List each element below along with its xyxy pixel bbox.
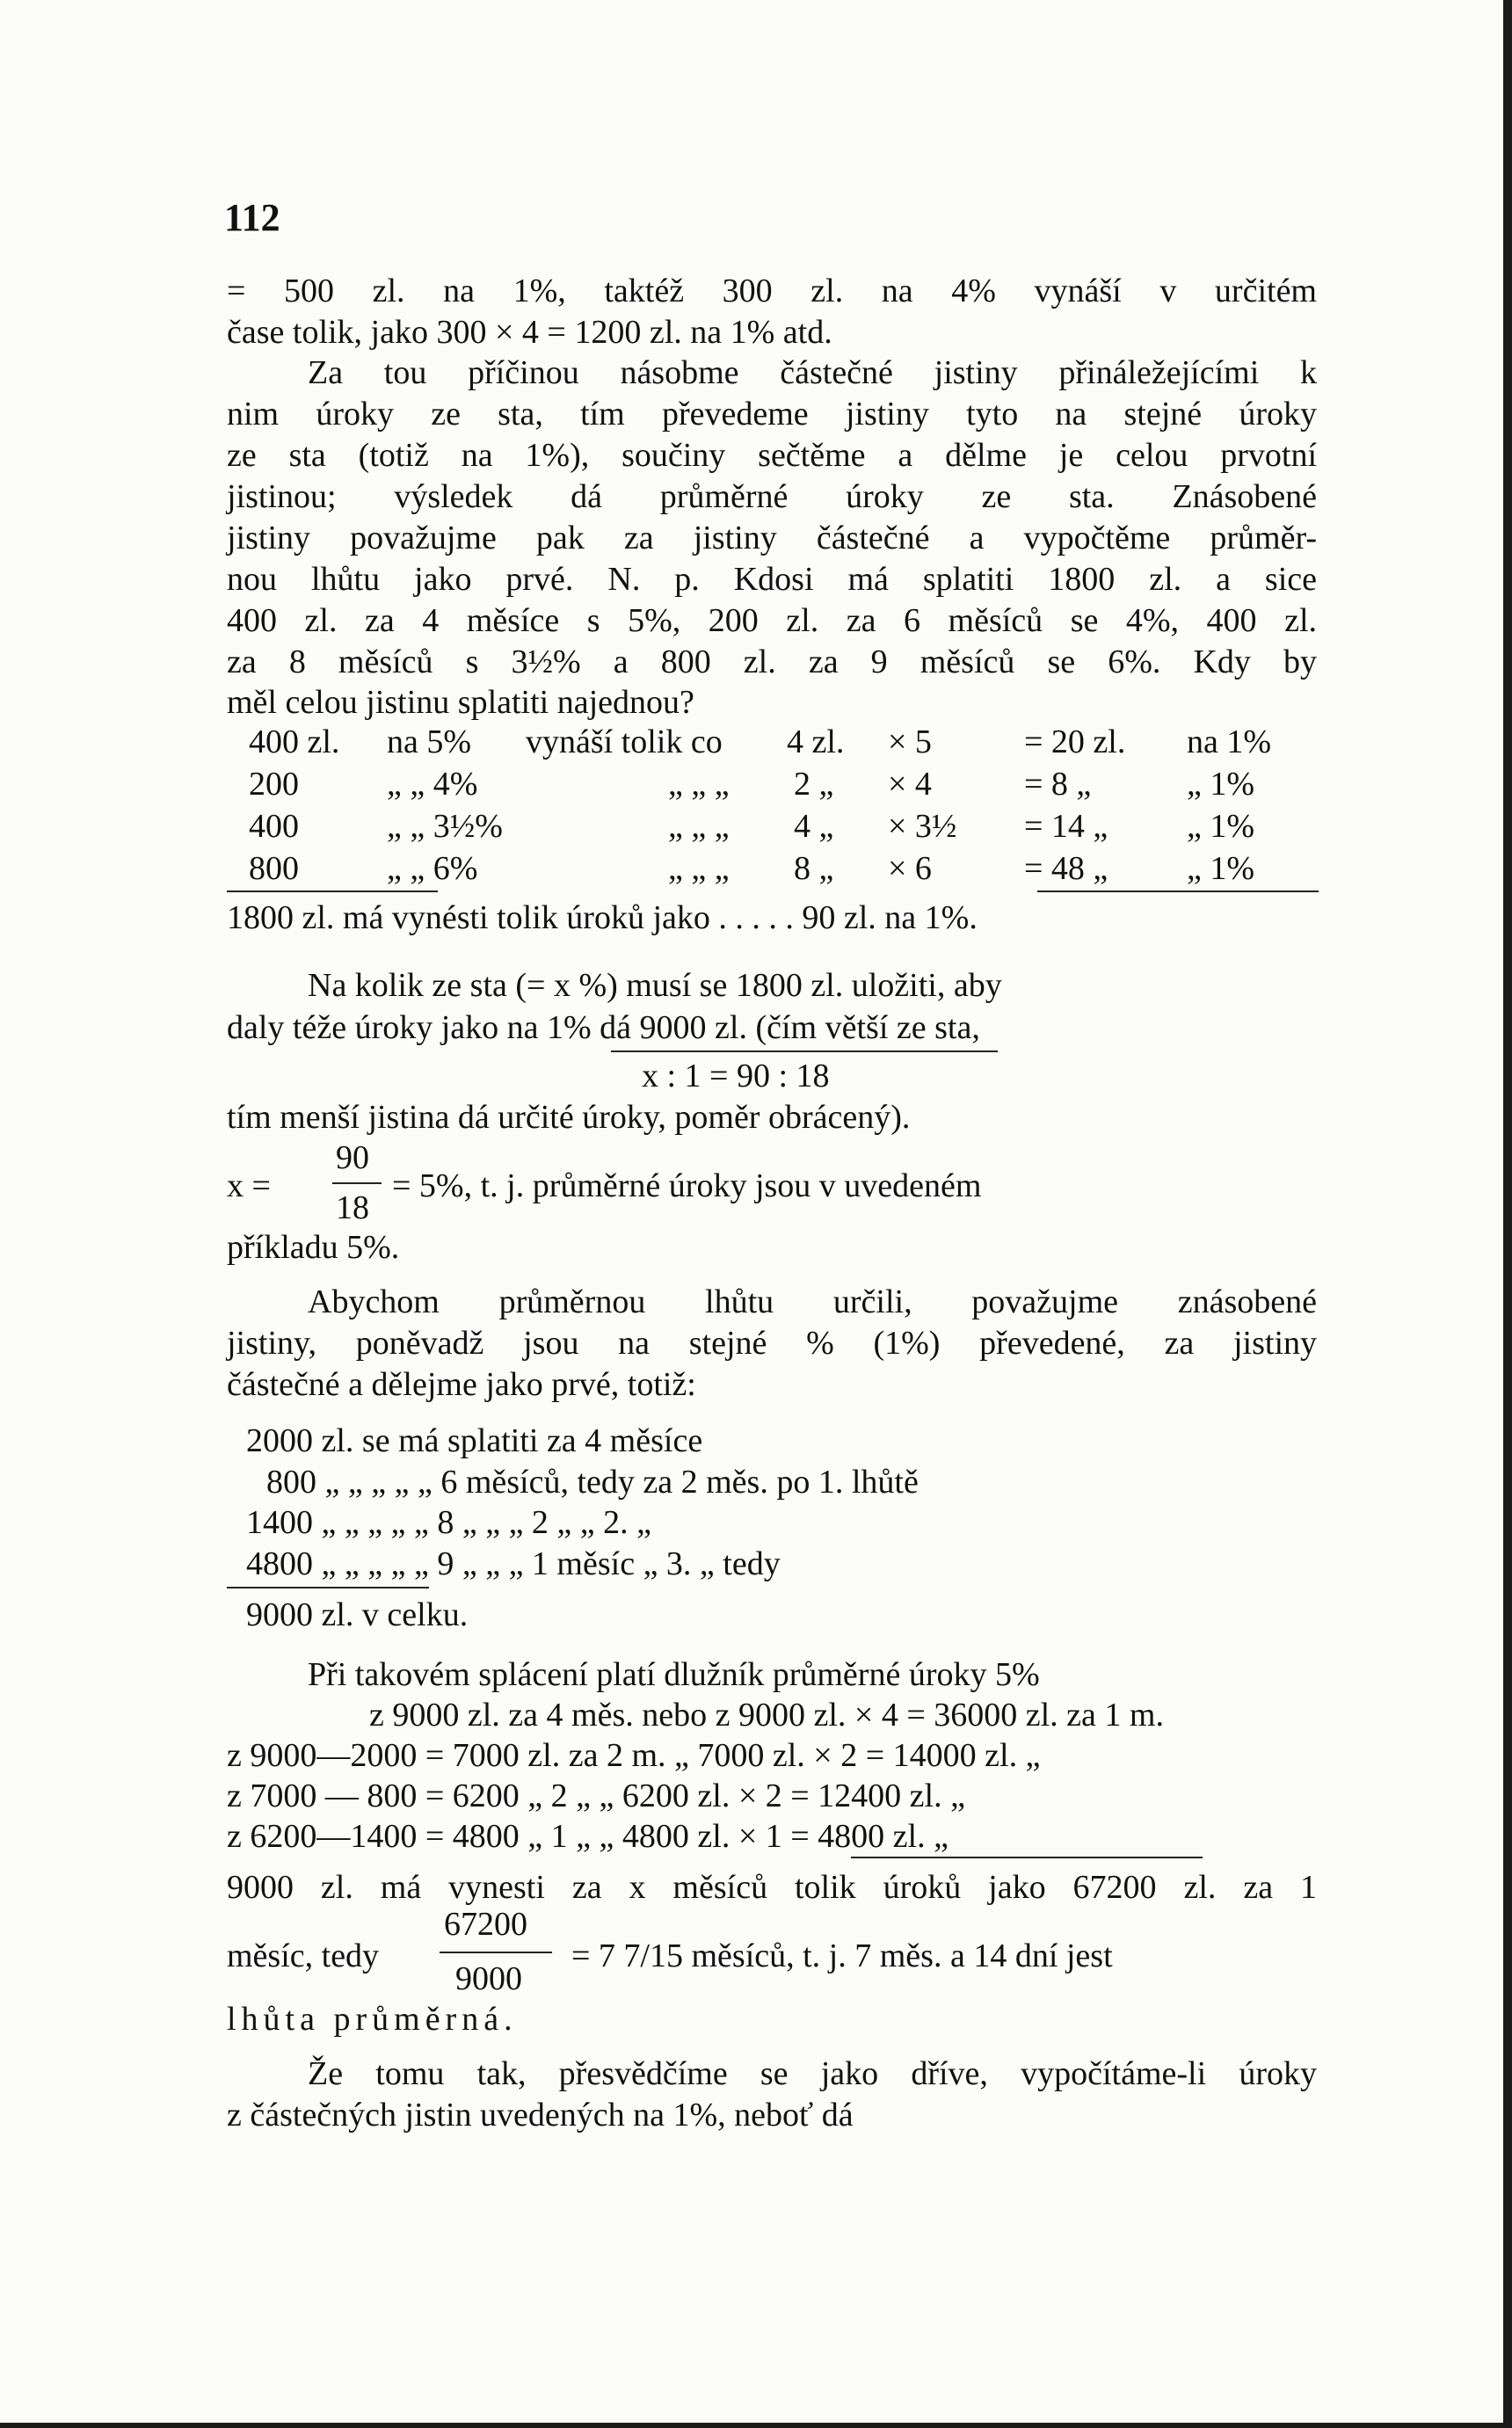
text-line: = 500 zl. na 1%, taktéž 300 zl. na 4% vynáší v určitém [227,273,1317,309]
text-line: lhůta průměrná. [227,2001,518,2038]
text-line: Za tou příčinou násobme částečné jistiny přináležejícími k [308,354,1317,391]
text-line: jistinou; výsledek dá průměrné úroky ze sta. Znásobené [227,478,1317,515]
sum-rule [227,891,438,892]
text-line: ze sta (totiž na 1%), součiny sečtěme a dělme je celou prvotní [227,437,1317,474]
table1-cell: = 14 „ [1024,808,1109,845]
table1-cell: „ 1% [1187,766,1255,803]
table2-row: 2000 zl. se má splatiti za 4 měsíce [246,1422,703,1459]
sum-rule [1037,891,1319,892]
text-line: Abychom průměrnou lhůtu určili, považujme znásobené [308,1283,1317,1320]
page-edge-bottom [0,2423,1512,2428]
text-line: za 8 měsíců s 3½% a 800 zl. za 9 měsíců se 6%. Kdy by [227,643,1317,680]
text-line: Na kolik ze sta (= x %) musí se 1800 zl. uložiti, aby [308,967,1002,1004]
table1-cell: × 3½ [888,808,957,845]
page-number: 112 [224,196,280,239]
fraction-denominator: 9000 [455,1960,522,1997]
table1-cell: 800 [249,850,299,887]
fraction-denominator: 18 [336,1189,369,1226]
equation-lhs: x = [227,1167,271,1204]
text-line: jistiny, poněvadž jsou na stejné % (1%) převedené, za jistiny [227,1325,1317,1362]
table1-cell: „ „ „ [668,850,730,887]
table1-cell: „ „ 6% [387,850,478,887]
table1-cell: 8 „ [794,850,834,887]
table1-cell: 400 zl. [249,723,340,760]
table1-total: 1800 zl. má vynésti tolik úroků jako . . . . . 90 zl. na 1%. [227,899,978,936]
sum-rule [227,1587,429,1588]
table2-row: 800 „ „ „ „ „ 6 měsíců, tedy za 2 měs. po 1. lhůtě [266,1464,919,1501]
text-line: nou lhůtu jako prvé. N. p. Kdosi má splatiti 1800 zl. a sice [227,561,1317,598]
table2-row: 1400 „ „ „ „ „ 8 „ „ „ 2 „ „ 2. „ [246,1504,652,1541]
text-line: z částečných jistin uvedených na 1%, neboť dá [227,2097,854,2134]
table1-cell: 200 [249,766,299,803]
sum-rule [851,1857,1203,1858]
text-line: čase tolik, jako 300 × 4 = 1200 zl. na 1% atd. [227,314,832,351]
calc-line: z 7000 — 800 = 6200 „ 2 „ „ 6200 zl. × 2 = 12400 zl. „ [227,1777,965,1814]
table1-cell: = 8 „ [1024,766,1092,803]
table1-cell: 4 zl. [787,723,845,760]
text-line: 9000 zl. má vynesti za x měsíců tolik úroků jako 67200 zl. za 1 [227,1869,1317,1906]
table1-cell: na 5% [387,723,472,760]
table2-row: 4800 „ „ „ „ „ 9 „ „ „ 1 měsíc „ 3. „ tedy [246,1545,781,1582]
calc-line: z 9000—2000 = 7000 zl. za 2 m. „ 7000 zl. × 2 = 14000 zl. „ [227,1737,1041,1774]
text-line: = 5%, t. j. průměrné úroky jsou v uvedeném [392,1167,982,1204]
table1-cell: × 6 [888,850,932,887]
table1-cell: × 4 [888,766,932,803]
table1-cell: „ „ „ [668,808,730,845]
table1-cell: 2 „ [794,766,834,803]
table1-cell: = 48 „ [1024,850,1109,887]
table1-cell: „ „ „ [668,766,730,803]
table1-cell: „ 1% [1187,850,1255,887]
text-line: = 7 7/15 měsíců, t. j. 7 měs. a 14 dní jest [571,1937,1113,1974]
fraction-numerator: 67200 [444,1906,527,1943]
table2-total: 9000 zl. v celku. [246,1596,469,1633]
table1-cell: „ 1% [1187,808,1255,845]
fraction-numerator: 90 [336,1139,369,1176]
table1-cell: = 20 zl. [1024,723,1126,760]
table1-cell: „ „ 4% [387,766,478,803]
calc-line: z 9000 zl. za 4 měs. nebo z 9000 zl. × 4 = 36000 zl. za 1 m. [369,1697,1164,1734]
table1-cell: × 5 [888,723,932,760]
text-line: měsíc, tedy [227,1937,380,1974]
text-line: daly téže úroky jako na 1% dá 9000 zl. (čím větší ze sta, [227,1009,980,1046]
text-line: tím menší jistina dá určité úroky, poměr obrácený). [227,1099,911,1136]
calc-line: z 6200—1400 = 4800 „ 1 „ „ 4800 zl. × 1 = 4800 zl. „ [227,1818,949,1855]
text-line: částečné a dělejme jako prvé, totiž: [227,1366,696,1403]
table1-cell: na 1% [1187,723,1272,760]
text-line: jistiny považujme pak za jistiny částečné a vypočtěme průměr- [227,520,1317,556]
table1-cell: 4 „ [794,808,834,845]
fraction-bar [440,1952,552,1953]
table1-cell: „ „ 3½% [387,808,503,845]
text-line: Že tomu tak, přesvědčíme se jako dříve, vypočítáme-li úroky [308,2055,1317,2092]
page-edge-right [1503,0,1512,2428]
text-line: měl celou jistinu splatiti najednou? [227,684,694,721]
text-line: 400 zl. za 4 měsíce s 5%, 200 zl. za 6 měsíců se 4%, 400 zl. [227,602,1317,639]
text-line: příkladu 5%. [227,1229,400,1266]
text-line: Při takovém splácení platí dlužník průměrné úroky 5% [308,1656,1040,1693]
fraction-bar [332,1182,382,1184]
proportion-rule [611,1050,998,1052]
text-line: nim úroky ze sta, tím převedeme jistiny tyto na stejné úroky [227,396,1317,433]
proportion: x : 1 = 90 : 18 [642,1058,830,1094]
table1-cell: 400 [249,808,299,845]
table1-cell: vynáší tolik co [526,723,723,760]
